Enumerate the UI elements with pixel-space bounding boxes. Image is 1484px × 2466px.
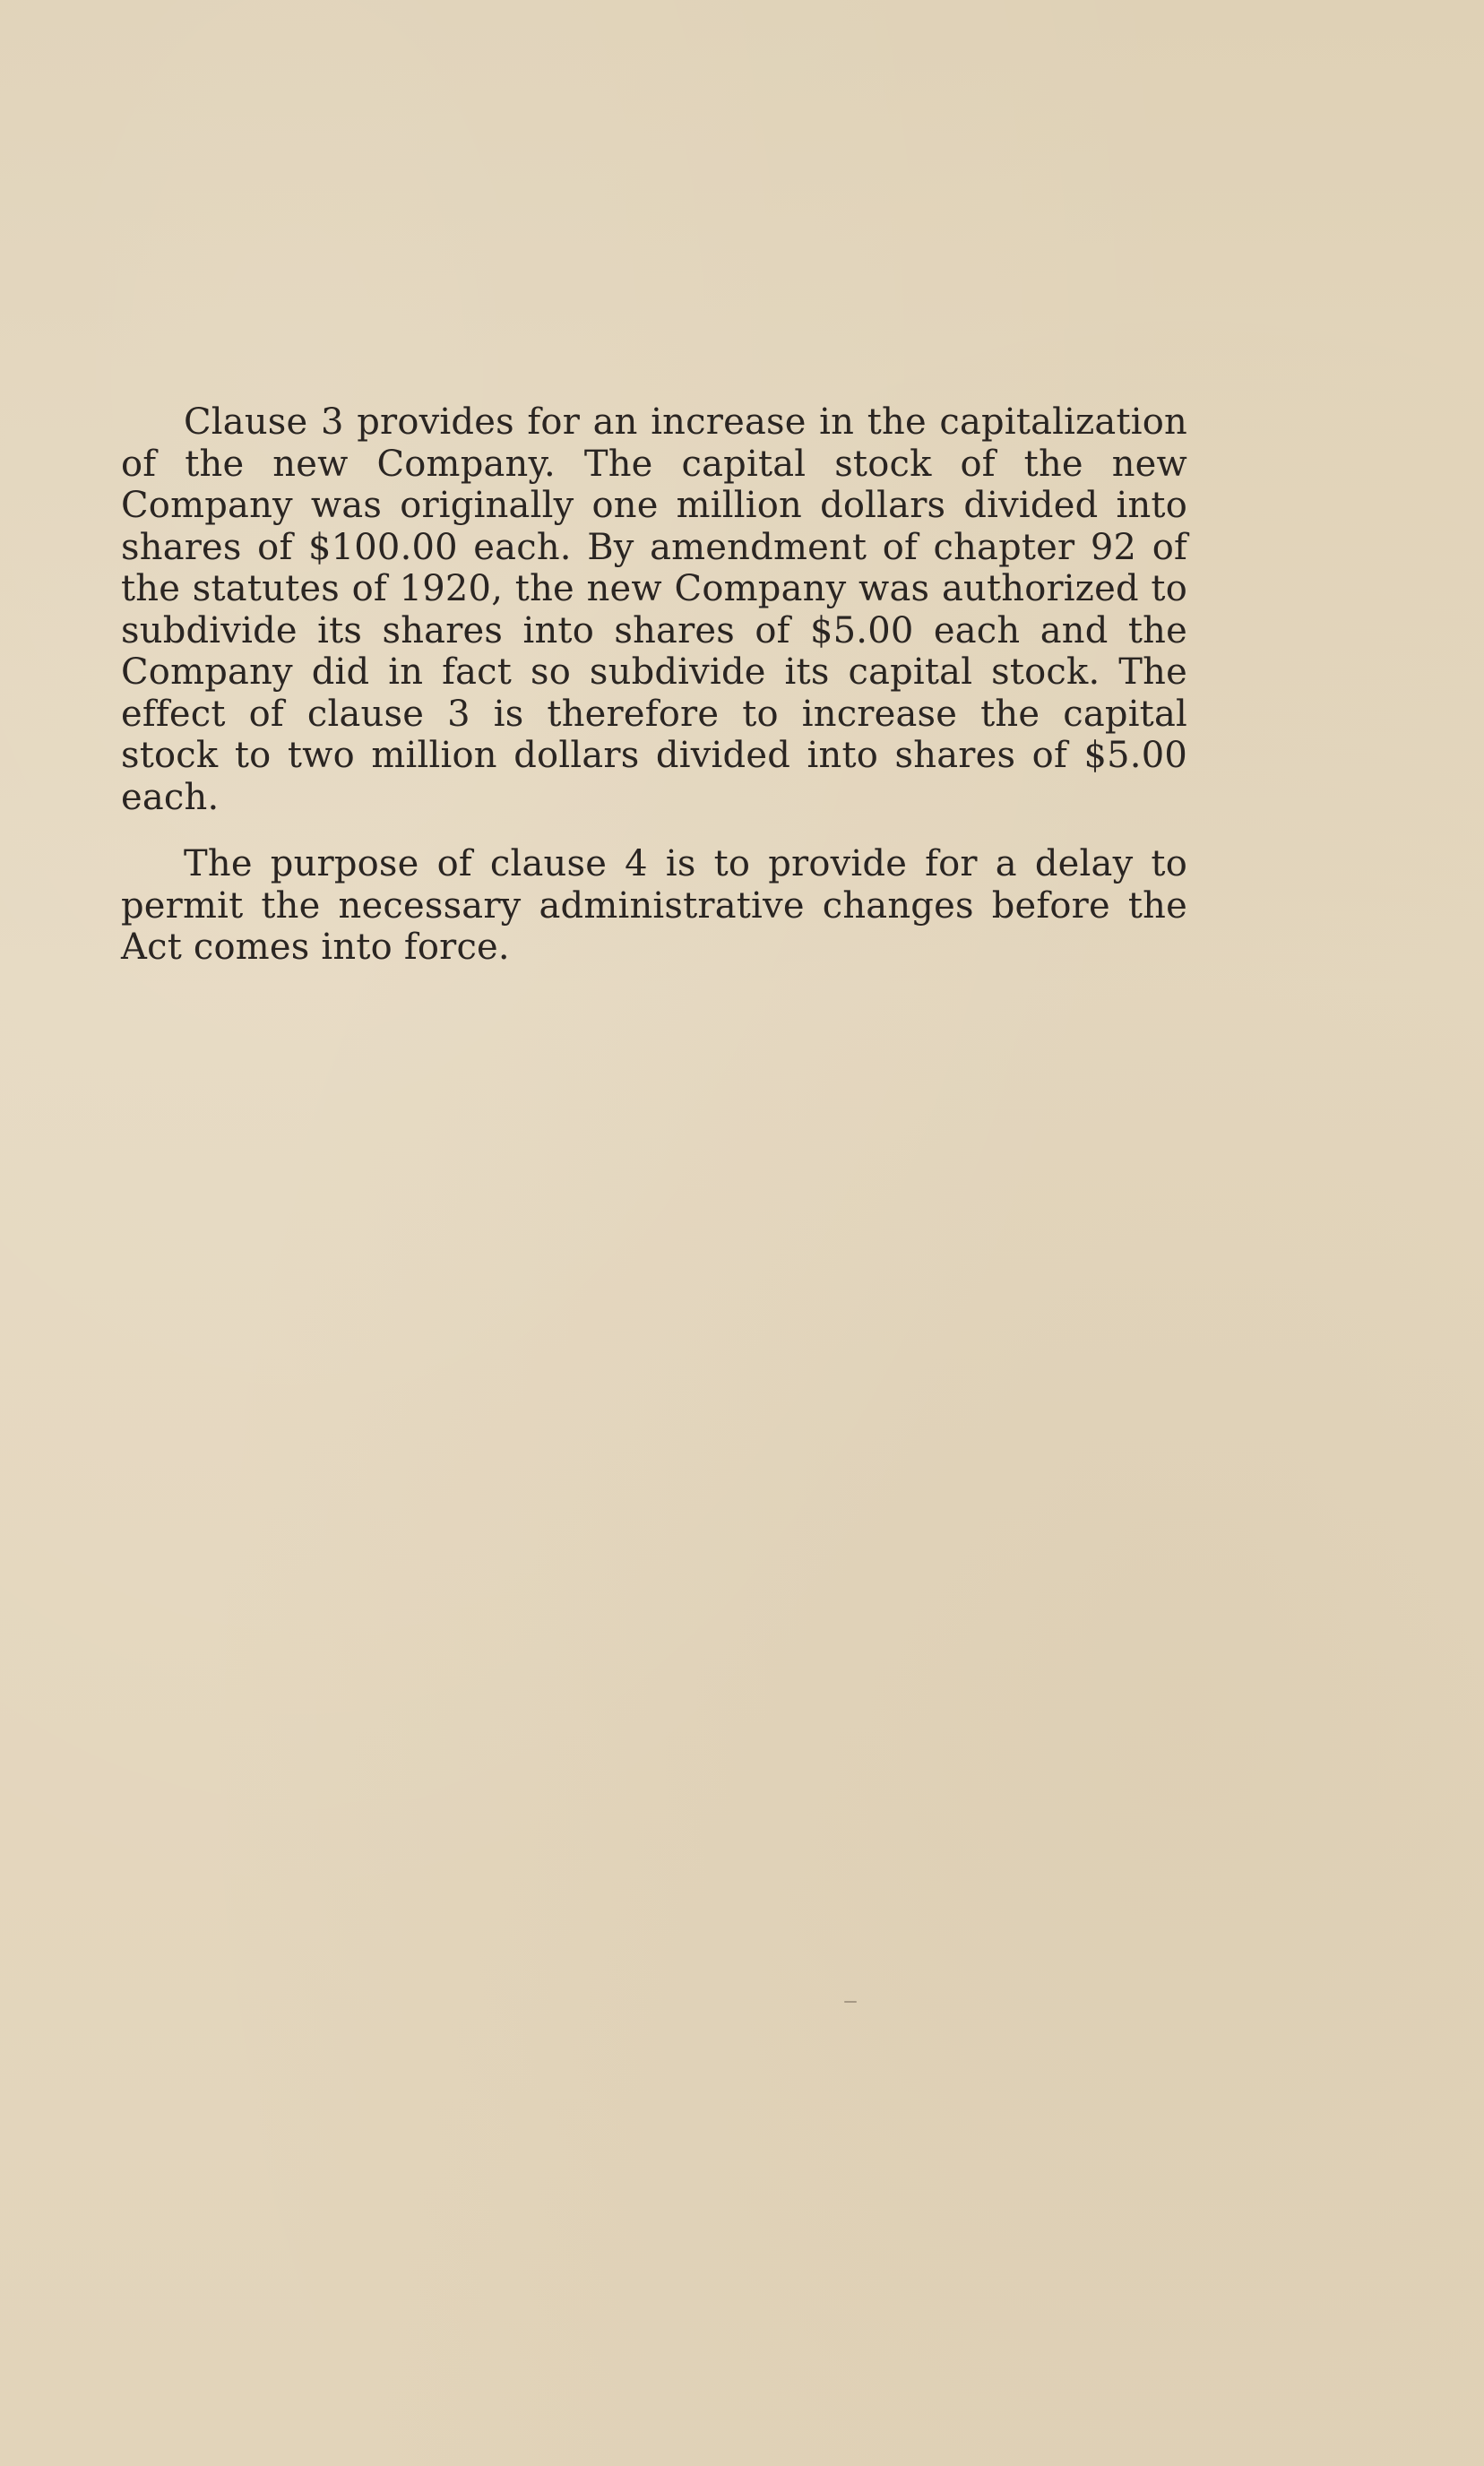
- body-text: [121, 401, 1187, 969]
- paragraph-clause-3: Clause 3 provides for an increase in the capitalization of the new Company. The capital stock of the new Company was originally one million dollars divided into shares of $100.00 each. By amendment of chapter 92 of the statutes of 1920, the new Company was authorized to subdivide its shares into shares of $5.00 each and the Company did in fact so subdivide its capital stock. The effect of clause 3 is therefore to increase the capital stock to two million dollars divided into shares of $5.00 each.: [121, 401, 1187, 818]
- paper-speck: [844, 2001, 857, 2003]
- paragraph-clause-4: The purpose of clause 4 is to provide for a delay to permit the necessary administrative changes before the Act comes into force.: [121, 843, 1187, 968]
